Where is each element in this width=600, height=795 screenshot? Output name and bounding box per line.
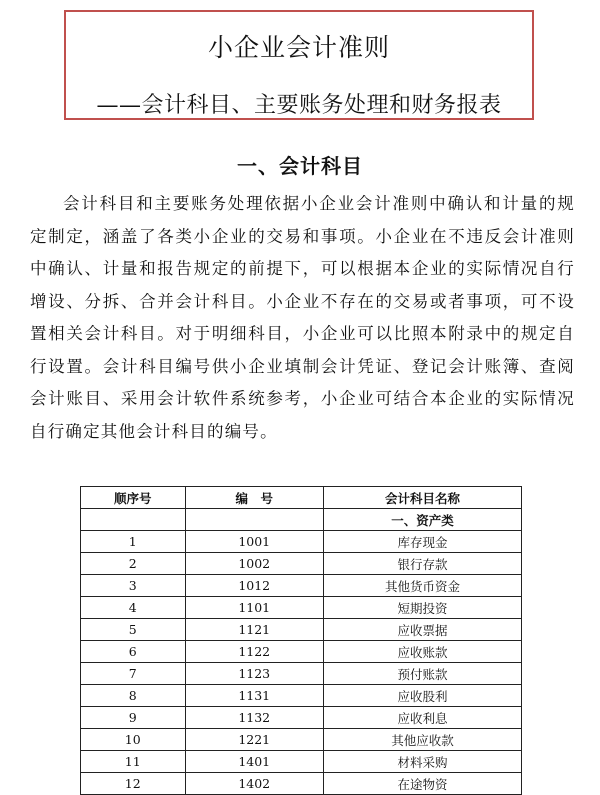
table-row <box>81 597 522 619</box>
table-header-row <box>81 487 522 509</box>
row-seq-cell: 5 <box>81 619 186 641</box>
table-row <box>81 729 522 751</box>
row-name-cell: 库存现金 <box>323 531 521 553</box>
table-row <box>81 553 522 575</box>
row-code-cell: 1132 <box>185 707 323 729</box>
table-row <box>81 751 522 773</box>
row-name-cell: 其他应收款 <box>323 729 521 751</box>
table-cell <box>185 509 323 531</box>
row-code-cell: 1002 <box>185 553 323 575</box>
row-seq-cell: 11 <box>81 751 186 773</box>
row-seq-cell: 8 <box>81 685 186 707</box>
table-row <box>81 531 522 553</box>
row-code-cell: 1402 <box>185 773 323 795</box>
table-row <box>81 685 522 707</box>
row-name-cell: 其他货币资金 <box>323 575 521 597</box>
section-heading: 一、会计科目 <box>237 154 363 178</box>
row-code-cell: 1221 <box>185 729 323 751</box>
row-name-cell: 应收利息 <box>323 707 521 729</box>
row-name-cell: 预付账款 <box>323 663 521 685</box>
header-seq: 顺序号 <box>81 487 186 509</box>
category-row <box>81 509 522 531</box>
row-name-cell: 应收票据 <box>323 619 521 641</box>
row-code-cell: 1122 <box>185 641 323 663</box>
row-name-cell: 短期投资 <box>323 597 521 619</box>
title-box <box>64 10 534 120</box>
row-seq-cell: 1 <box>81 531 186 553</box>
table-row <box>81 707 522 729</box>
category-label: 一、资产类 <box>323 509 521 531</box>
row-seq-cell: 12 <box>81 773 186 795</box>
row-code-cell: 1123 <box>185 663 323 685</box>
header-code: 编 号 <box>185 487 323 509</box>
row-seq-cell: 10 <box>81 729 186 751</box>
row-code-cell: 1401 <box>185 751 323 773</box>
table-body <box>81 509 522 795</box>
table-row <box>81 773 522 795</box>
intro-paragraph: 会计科目和主要账务处理依据小企业会计准则中确认和计量的规定制定，涵盖了各类小企业的交易和事项。小企业在不违反会计准则中确认、计量和报告规定的前提下，可以根据本企业的实际情况自行增设、分拆、合并会计科目。小企业不存在的交易或者事项，可不设置相关会计科目。对于明细科目，小企业可以比照本附录中的规定自行设置。会计科目编号供小企业填制会计凭证、登记会计账簿、查阅会计账目、采用会计软件系统参考，小企业可结合本企业的实际情况自行确定其他会计科目的编号。 <box>30 194 575 441</box>
row-seq-cell: 4 <box>81 597 186 619</box>
row-code-cell: 1012 <box>185 575 323 597</box>
row-code-cell: 1001 <box>185 531 323 553</box>
table-row <box>81 641 522 663</box>
row-seq-cell: 3 <box>81 575 186 597</box>
row-seq-cell: 9 <box>81 707 186 729</box>
table-row <box>81 663 522 685</box>
row-code-cell: 1121 <box>185 619 323 641</box>
row-name-cell: 材料采购 <box>323 751 521 773</box>
account-table <box>80 486 522 795</box>
table-row <box>81 619 522 641</box>
row-seq-cell: 6 <box>81 641 186 663</box>
row-name-cell: 应收账款 <box>323 641 521 663</box>
document-subtitle: ——会计科目、主要账务处理和财务报表 <box>96 93 502 118</box>
row-seq-cell: 2 <box>81 553 186 575</box>
row-code-cell: 1131 <box>185 685 323 707</box>
row-name-cell: 应收股利 <box>323 685 521 707</box>
row-seq-cell: 7 <box>81 663 186 685</box>
row-name-cell: 银行存款 <box>323 553 521 575</box>
document-title: 小企业会计准则 <box>207 33 390 62</box>
table-cell <box>81 509 186 531</box>
row-name-cell: 在途物资 <box>323 773 521 795</box>
table-row <box>81 575 522 597</box>
header-name: 会计科目名称 <box>323 487 521 509</box>
row-code-cell: 1101 <box>185 597 323 619</box>
